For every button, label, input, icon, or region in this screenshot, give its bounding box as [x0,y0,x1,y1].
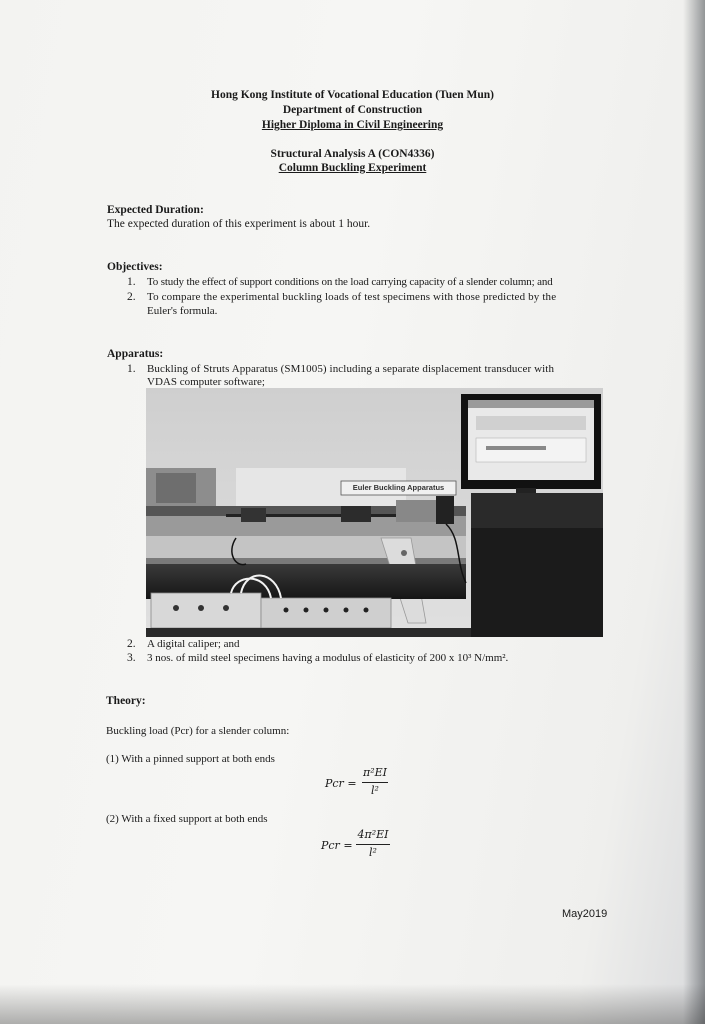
apparatus-text-1b: VDAS computer software; [147,376,265,388]
apparatus-heading: Apparatus: [107,348,164,360]
formula-1-fraction [362,766,388,798]
page-bottom-shadow [0,984,705,1024]
experiment-line [0,161,705,175]
formula-2-fraction [356,828,390,860]
theory-heading: Theory: [106,695,146,707]
formula-1-numerator: π²EI [362,766,387,779]
department-name: Department of Construction [282,104,423,116]
institute-name: Hong Kong Institute of Vocational Education (Tuen Mun) [211,89,494,101]
apparatus-photo [146,388,603,637]
theory-case-2: (2) With a fixed support at both ends [106,813,268,825]
formula-1-bar [362,782,388,783]
apparatus-number-3: 3. [127,652,136,664]
apparatus-photo-drawing [146,388,603,637]
experiment-title: Column Buckling Experiment [278,162,427,174]
formula-1-denominator: l² [371,784,379,797]
apparatus-item-1 [127,362,617,390]
apparatus-item-3 [127,651,627,665]
objective-number-1: 1. [127,276,136,288]
apparatus-item-2 [127,637,617,651]
module-name: Structural Analysis A (CON4336) [270,148,435,160]
apparatus-text-2: A digital caliper; and [147,638,240,650]
duration-text: The expected duration of this experiment is about 1 hour. [107,218,371,230]
footer-date: May2019 [562,908,608,920]
objective-text-1: To study the effect of support conditions on the load carrying capacity of a slender column; and [147,276,553,288]
programme-name: Higher Diploma in Civil Engineering [261,119,444,131]
objective-item-2 [127,290,617,318]
programme-line [0,118,705,132]
apparatus-text-3: 3 nos. of mild steel specimens having a modulus of elasticity of 200 x 10³ N/mm². [147,652,509,664]
objectives-heading: Objectives: [107,261,163,273]
formula-2-numerator: 4π²EI [357,828,389,841]
formula-2-bar [356,844,390,845]
apparatus-number-1: 1. [127,363,136,375]
objective-text-2a: To compare the experimental buckling loads of test specimens with those predicted by the [147,291,557,303]
objective-text-2b: Euler's formula. [147,305,218,317]
theory-intro: Buckling load (Pcr) for a slender column: [106,725,290,737]
apparatus-photo-label: Euler Buckling Apparatus [352,483,445,492]
formula-2-lhs: Pcr = [321,839,353,852]
objective-number-2: 2. [127,291,136,303]
theory-case-1: (1) With a pinned support at both ends [106,753,275,765]
apparatus-number-2: 2. [127,638,136,650]
formula-2-denominator: l² [369,846,377,859]
apparatus-text-1a: Buckling of Struts Apparatus (SM1005) including a separate displacement transducer with [147,363,555,375]
page-edge-shadow [683,0,705,1024]
duration-heading: Expected Duration: [107,204,204,216]
formula-1-lhs: Pcr = [325,777,357,790]
objective-item-1 [127,275,617,289]
